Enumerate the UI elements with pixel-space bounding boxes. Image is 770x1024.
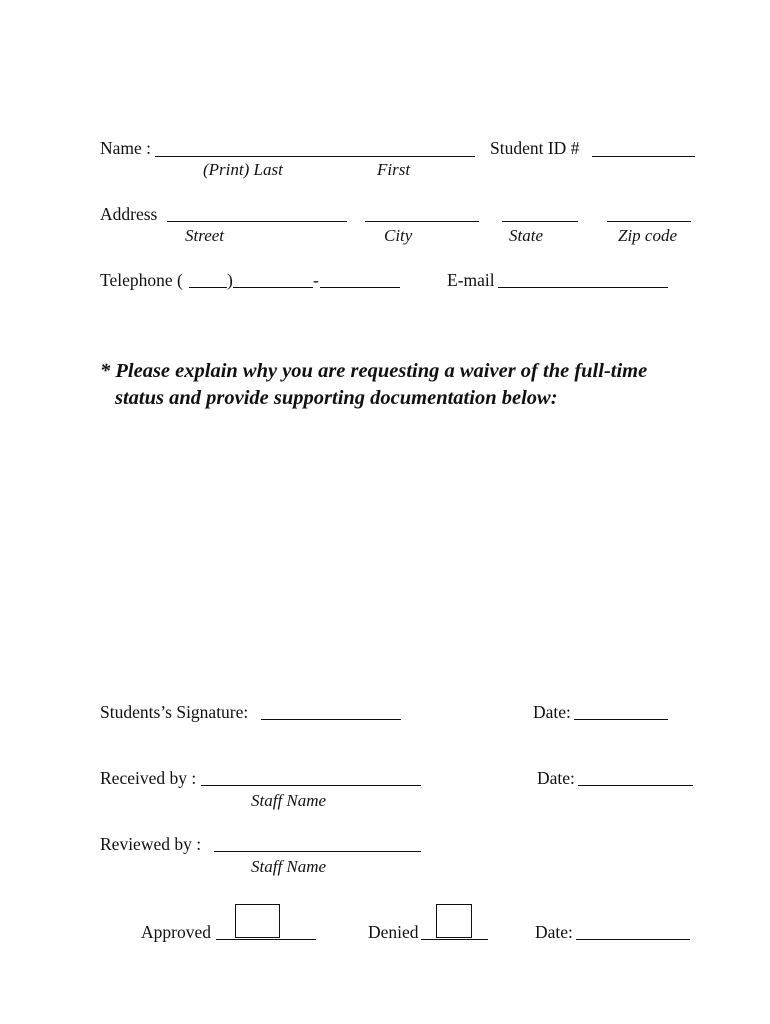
print-last-caption: (Print) Last: [203, 160, 283, 179]
explanation-area[interactable]: [100, 420, 700, 680]
street-caption: Street: [185, 226, 225, 245]
signature-date-label: Date:: [533, 702, 571, 722]
reviewed-by-field[interactable]: [214, 851, 421, 852]
received-by-field[interactable]: [201, 785, 421, 786]
name-field[interactable]: [155, 156, 475, 157]
received-by-label: Received by :: [100, 768, 197, 788]
received-staff-name-caption: Staff Name: [251, 791, 327, 810]
state-caption: State: [509, 226, 543, 245]
received-date-field[interactable]: [578, 785, 693, 786]
denied-label: Denied: [368, 922, 419, 942]
area-code-field[interactable]: [189, 287, 227, 288]
student-id-field[interactable]: [592, 156, 695, 157]
first-caption: First: [377, 160, 411, 179]
zip-field[interactable]: [607, 221, 691, 222]
email-field[interactable]: [498, 287, 668, 288]
instruction-line-1: * Please explain why you are requesting a waiver of the full-time: [100, 360, 648, 382]
denied-checkbox[interactable]: [436, 904, 472, 938]
student-signature-label: Students’s Signature:: [100, 702, 249, 722]
denied-line: [421, 939, 488, 940]
decision-date-field[interactable]: [576, 939, 690, 940]
approved-checkbox[interactable]: [235, 904, 280, 938]
student-signature-field[interactable]: [261, 719, 401, 720]
approved-label: Approved: [141, 922, 211, 942]
approved-line: [216, 939, 316, 940]
received-date-label: Date:: [537, 768, 575, 788]
instruction-line-2: status and provide supporting documentation below:: [115, 387, 558, 409]
email-label: E-mail: [447, 270, 495, 290]
reviewed-by-label: Reviewed by :: [100, 834, 202, 854]
state-field[interactable]: [502, 221, 578, 222]
name-label: Name :: [100, 138, 152, 158]
waiver-instruction: [100, 358, 720, 412]
address-label: Address: [100, 204, 158, 224]
telephone-dash: -: [313, 270, 319, 290]
telephone-label: Telephone (: [100, 270, 183, 290]
city-field[interactable]: [365, 221, 479, 222]
phone-number-field[interactable]: [320, 287, 400, 288]
reviewed-staff-name-caption: Staff Name: [251, 857, 327, 876]
student-id-label: Student ID #: [490, 138, 580, 158]
street-field[interactable]: [167, 221, 347, 222]
telephone-paren-close: ): [227, 270, 233, 290]
phone-prefix-field[interactable]: [233, 287, 313, 288]
zip-caption: Zip code: [618, 226, 678, 245]
city-caption: City: [384, 226, 413, 245]
signature-date-field[interactable]: [574, 719, 668, 720]
decision-date-label: Date:: [535, 922, 573, 942]
